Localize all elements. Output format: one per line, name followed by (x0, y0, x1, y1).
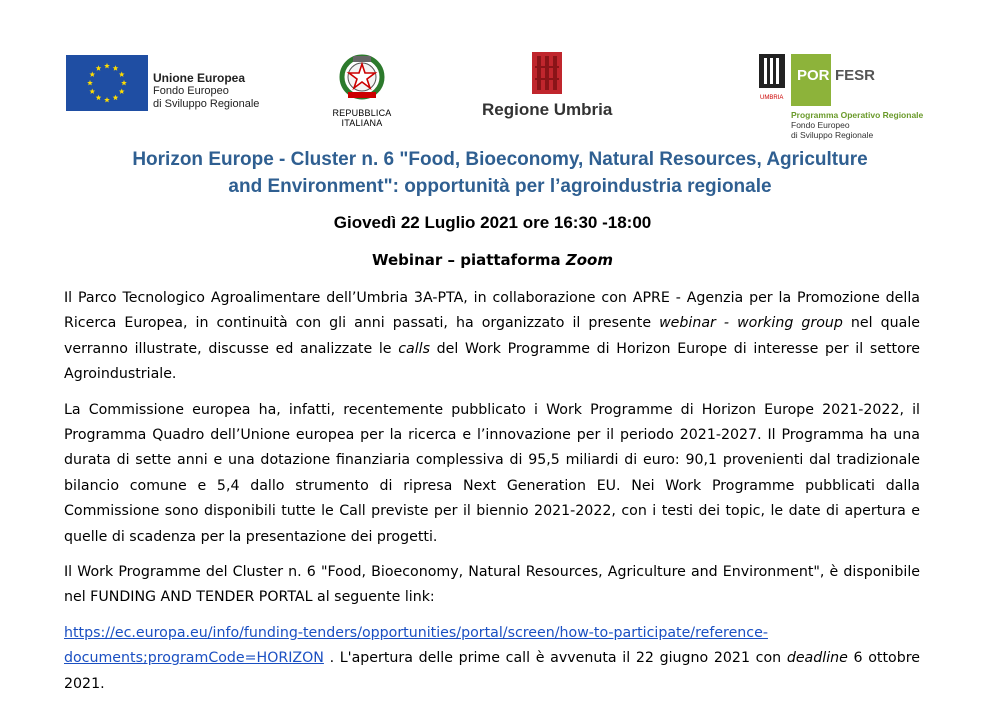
eu-caption-line2: Fondo Europeo (153, 85, 229, 97)
eu-caption-line3: di Sviluppo Regionale (153, 98, 260, 110)
webinar-platform-name: Zoom (565, 251, 613, 269)
porfesr-logo (757, 52, 927, 147)
porfesr-caption (791, 110, 923, 140)
eu-caption (153, 72, 259, 111)
svg-text:POR: POR (797, 67, 830, 84)
repubblica-italiana-logo (314, 50, 410, 128)
porfesr-caption-line1: Programma Operativo Regionale (791, 110, 924, 120)
paragraph-intro-text-c: nel quale verranno illustrate, discusse ed analizzate le (64, 315, 920, 357)
paragraph-intro-text-a: Il Parco Tecnologico Agroalimentare dell’Umbria 3A-PTA, in collaborazione con APRE - Agenzia per la Promozione della Ricerca Europea, in continuità con gli anni passati, ha organizzato il presente (64, 290, 920, 332)
paragraph-link-italic-b: deadline (786, 650, 848, 667)
document-body (64, 286, 920, 707)
paragraph-intro-italic-b: webinar - working group (659, 315, 843, 332)
paragraph-intro (64, 286, 920, 388)
porfesr-caption-line2: Fondo Europeo (791, 120, 850, 130)
italian-emblem-icon (335, 50, 389, 106)
webinar-platform (0, 251, 985, 269)
paragraph-link (64, 621, 920, 697)
svg-text:FESR: FESR (835, 67, 876, 84)
webinar-prefix: Webinar – piattaforma (372, 251, 566, 269)
porfesr-caption-line3: di Sviluppo Regionale (791, 130, 874, 140)
svg-text:UMBRIA: UMBRIA (760, 95, 784, 101)
paragraph-link-text-c: 6 ottobre 2021. (64, 650, 920, 692)
title-line2: and Environment": opportunità per l’agroindustria regionale (228, 176, 772, 197)
event-date: Giovedì 22 Luglio 2021 ore 16:30 -18:00 (333, 213, 652, 232)
eu-flag-icon (66, 55, 148, 111)
regione-umbria-logo (478, 52, 618, 122)
paragraph-intro-italic-d: calls (398, 340, 430, 357)
repubblica-label: REPUBBLICA ITALIANA (332, 108, 392, 128)
paragraph-work-programme: Il Work Programme del Cluster n. 6 "Food, Bioeconomy, Natural Resources, Agriculture and Environment", è disponibile nel FUNDING AND TENDER PORTAL al seguente link: (64, 564, 920, 606)
funding-portal-link[interactable]: https://ec.europa.eu/info/funding-tenders/opportunities/portal/screen/how-to-participate/reference-documents;programCode=HORIZON (64, 624, 768, 667)
eu-caption-line1: Unione Europea (153, 71, 246, 85)
paragraph-link-text-a: . L'apertura delle prime call è avvenuta il 22 giugno 2021 con (323, 650, 787, 667)
eu-logo (66, 55, 266, 115)
paragraph-commission: La Commissione europea ha, infatti, recentemente pubblicato i Work Programme di Horizon Europe 2021-2022, il Programma Quadro dell’Unione europea per la ricerca e l’innovazione per il periodo 2021-2027. Il Programma ha una durata di sette anni e una dotazione finanziaria complessiva di 95,5 miliardi di euro: 90,1 provenienti dal tradizionale bilancio comune e 5,4 dallo strumento di ripresa Next Generation EU. Nei Work Programme pubblicati dalla Commissione sono disponibili tutte le Call previste per il biennio 2021-2022, con i testi dei topic, le date di apertura e quelle di scadenza per la presentazione dei progetti. (64, 401, 920, 545)
title-line1: Horizon Europe - Cluster n. 6 "Food, Bioeconomy, Natural Resources, Agriculture (132, 149, 868, 170)
document-title (40, 146, 960, 200)
logo-bar (0, 0, 1000, 145)
paragraph-intro-text-e: del Work Programme di Horizon Europe di interesse per il settore Agroindustriale. (64, 340, 920, 383)
umbria-label: Regione Umbria (482, 100, 613, 119)
porfesr-brand-icon (757, 52, 887, 108)
umbria-emblem-icon (532, 52, 562, 94)
